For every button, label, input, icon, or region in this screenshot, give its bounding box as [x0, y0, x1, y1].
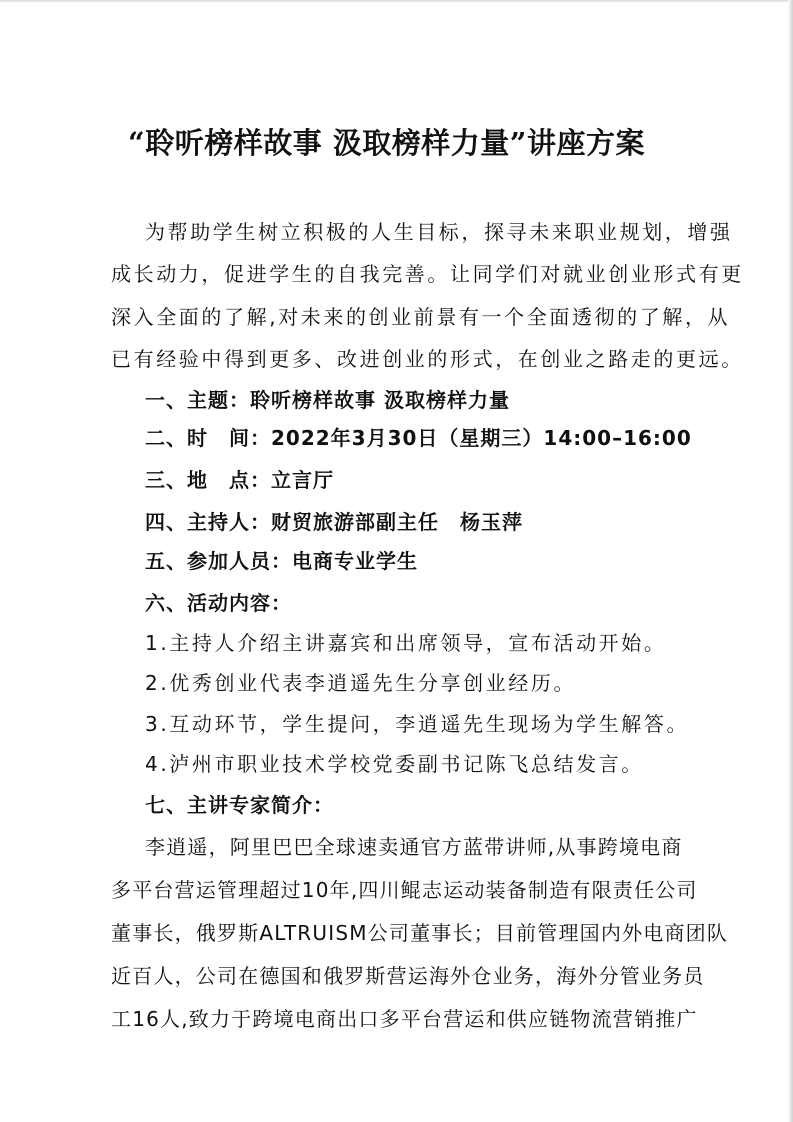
section-theme: 一、主题：聆听榜样故事 汲取榜样力量 [145, 388, 510, 412]
section-content-heading: 六、活动内容： [145, 591, 292, 615]
intro-line-2: 成长动力，促进学生的自我完善。让同学们对就业创业形式有更 [111, 262, 744, 286]
section-host: 四、主持人：财贸旅游部副主任 杨玉萍 [145, 510, 523, 534]
expert-bio-line-2: 多平台营运管理超过10年,四川鲲志运动装备制造有限责任公司 [111, 878, 698, 902]
section-time: 二、时 间：2022年3月30日（星期三）14:00–16:00 [145, 426, 692, 450]
section-participants: 五、参加人员：电商专业学生 [145, 549, 418, 573]
content-item-4: 4.泸州市职业技术学校党委副书记陈飞总结发言。 [145, 752, 644, 776]
intro-line-1: 为帮助学生树立积极的人生目标，探寻未来职业规划，增强 [145, 220, 733, 244]
section-expert-heading: 七、主讲专家简介： [145, 793, 334, 817]
content-item-2: 2.优秀创业代表李逍遥先生分享创业经历。 [145, 671, 577, 695]
intro-line-3: 深入全面的了解,对未来的创业前景有一个全面透彻的了解，从 [111, 305, 731, 329]
intro-line-4: 已有经验中得到更多、改进创业的形式，在创业之路走的更远。 [111, 347, 744, 371]
expert-bio-line-3: 董事长，俄罗斯ALTRUISM公司董事长；目前管理国内外电商团队 [111, 921, 729, 945]
content-item-3: 3.互动环节，学生提问，李逍遥先生现场为学生解答。 [145, 712, 690, 736]
expert-bio-line-1: 李逍遥，阿里巴巴全球速卖通官方蓝带讲师,从事跨境电商 [145, 835, 683, 859]
section-place: 三、地 点：立言厅 [145, 468, 334, 492]
expert-bio-line-4: 近百人，公司在德国和俄罗斯营运海外仓业务，海外分管业务员 [111, 964, 705, 988]
scan-edge-right [788, 0, 793, 1122]
expert-bio-line-5: 工16人,致力于跨境电商出口多平台营运和供应链物流营销推广 [111, 1007, 698, 1031]
content-item-1: 1.主持人介绍主讲嘉宾和出席领导，宣布活动开始。 [145, 631, 667, 655]
document-title: “聆听榜样故事 汲取榜样力量”讲座方案 [128, 126, 645, 160]
scan-edge-top [0, 0, 793, 3]
